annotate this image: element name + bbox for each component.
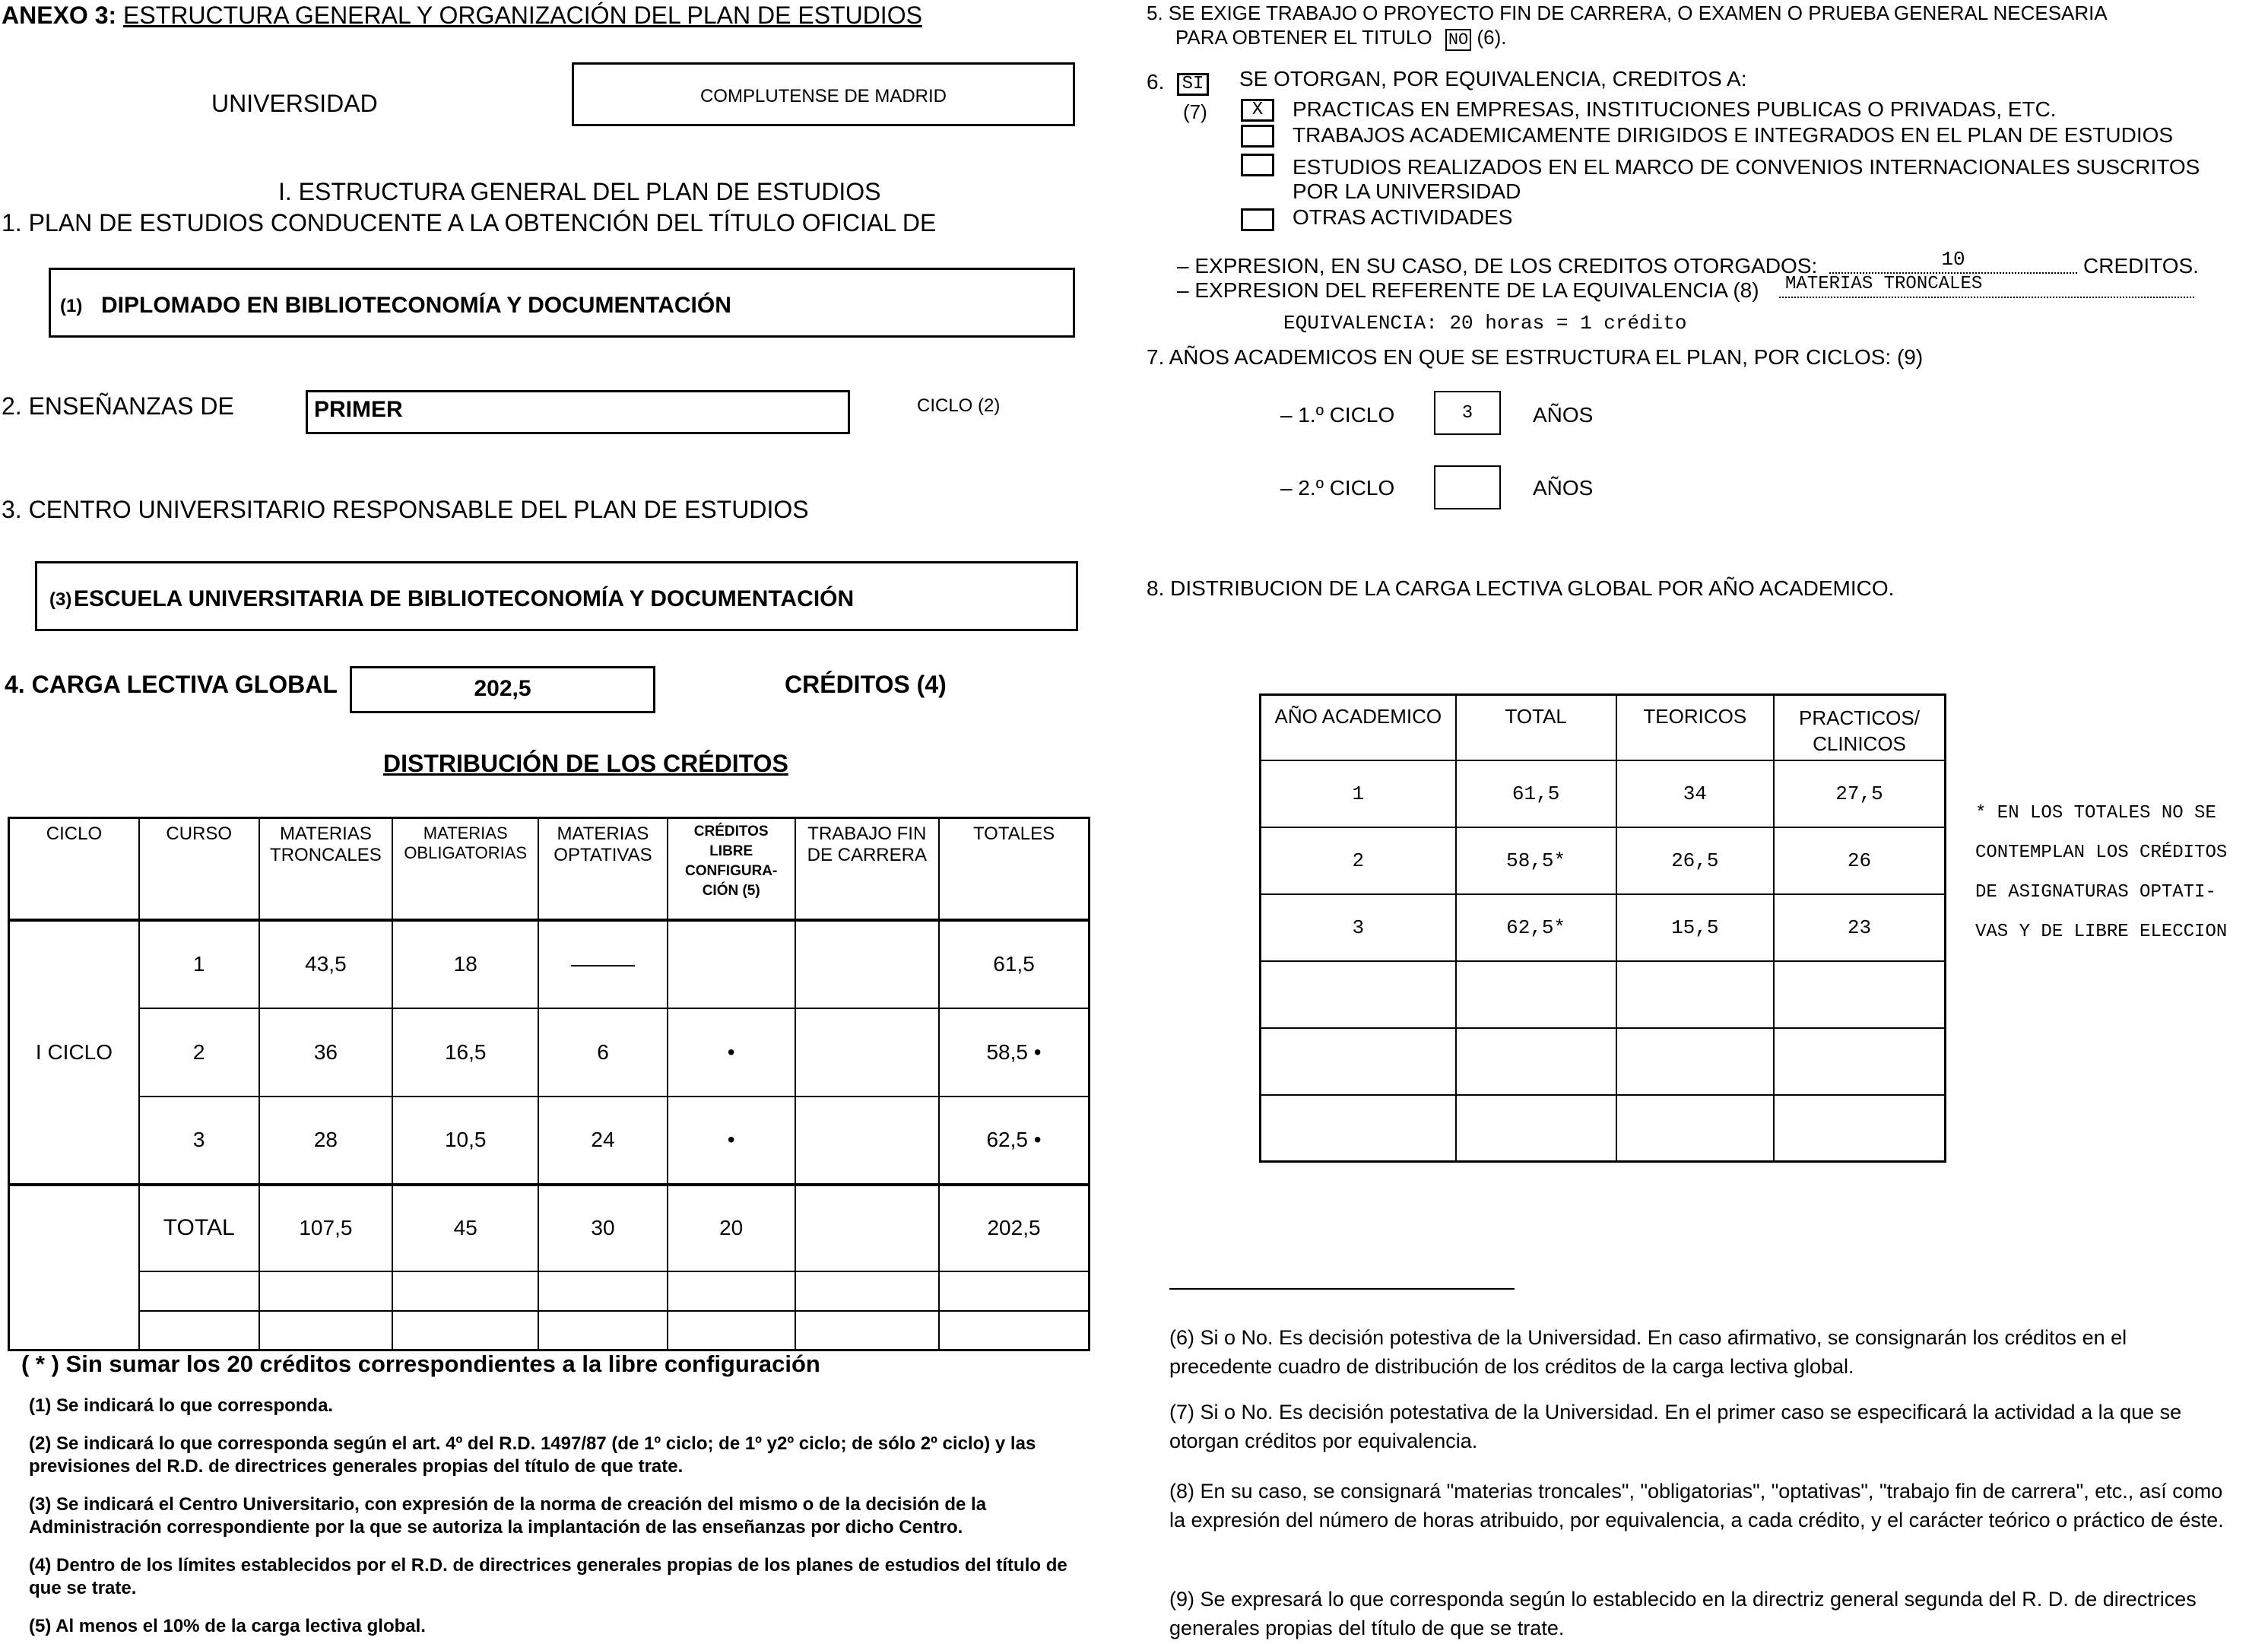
universidad-box xyxy=(572,62,1075,126)
libre-cell: • xyxy=(668,1097,795,1185)
total-row xyxy=(9,1185,1090,1271)
item2-value: PRIMER xyxy=(314,397,403,422)
universidad-value: COMPLUTENSE DE MADRID xyxy=(699,86,947,106)
header-libre: CRÉDITOS LIBRE CONFIGURA- CIÓN (5) xyxy=(668,818,795,920)
ano-cell: 3 xyxy=(1261,894,1456,961)
left-note-2: (2) Se indicará lo que corresponda según el art. 4º del R.D. 1497/87 (de 1º ciclo; de 1º y2º ciclo; de sólo 2º ciclo) y las previsiones del R.D. de directrices generales propias del título de que trate. xyxy=(29,1433,1036,1477)
table-row xyxy=(9,920,1090,1008)
ciclo1-box xyxy=(1434,391,1501,435)
totales-cell: 58,5 • xyxy=(939,1008,1089,1097)
item7-title: 7. AÑOS ACADEMICOS EN QUE SE ESTRUCTURA EL PLAN, POR CICLOS: (9) xyxy=(1147,345,1924,369)
ciclo2-box xyxy=(1434,465,1501,509)
section-i-title: I. ESTRUCTURA GENERAL DEL PLAN DE ESTUDIOS xyxy=(278,178,881,205)
obligatorias-cell: 16,5 xyxy=(392,1008,538,1097)
practicos-cell: 27,5 xyxy=(1774,760,1946,827)
ciclo-empty-cell xyxy=(9,1185,139,1350)
ciclo1-label: – 1.º CICLO xyxy=(1280,403,1395,427)
item6-answer: SI xyxy=(1177,73,1209,96)
header-curso: CURSO xyxy=(139,818,259,920)
trabajo-cell xyxy=(795,920,940,1008)
side-note-4: VAS Y DE LIBRE ELECCION xyxy=(1975,922,2228,942)
header-totales: TOTALES xyxy=(939,818,1089,920)
item3-ref: (3) xyxy=(49,589,72,610)
item2-box xyxy=(306,390,850,434)
practicos-cell: 26 xyxy=(1774,827,1946,894)
ciclo-label: I CICLO xyxy=(9,920,139,1185)
annex-header xyxy=(2,2,922,30)
item4-suffix: CRÉDITOS (4) xyxy=(785,671,947,698)
header-troncales: MATERIAS TRONCALES xyxy=(259,818,393,920)
item2-label: 2. ENSEÑANZAS DE xyxy=(2,392,234,420)
header-ciclo: CICLO xyxy=(9,818,139,920)
total-label-cell: TOTAL xyxy=(139,1185,259,1271)
option-label-estudios-2: POR LA UNIVERSIDAD xyxy=(1293,179,1521,203)
table-row xyxy=(1261,760,1946,827)
optativas-cell: ——— xyxy=(538,920,668,1008)
expr1-suffix: CREDITOS. xyxy=(2083,254,2199,278)
total-totales-cell: 202,5 xyxy=(939,1185,1089,1271)
item1-ref: (1) xyxy=(60,296,83,316)
troncales-cell: 43,5 xyxy=(259,920,393,1008)
header-teoricos: TEORICOS xyxy=(1616,695,1774,760)
totales-cell: 61,5 xyxy=(939,920,1089,1008)
total-optativas-cell: 30 xyxy=(538,1185,668,1271)
option-label-otras: OTRAS ACTIVIDADES xyxy=(1293,205,1513,229)
empty-row xyxy=(1261,961,1946,1028)
item1-box xyxy=(49,268,1075,338)
header-practicos: PRACTICOS/ CLINICOS xyxy=(1774,695,1946,760)
ciclo2-anos: AÑOS xyxy=(1533,476,1594,500)
ano-cell: 1 xyxy=(1261,760,1456,827)
table-row xyxy=(9,1097,1090,1185)
item5-line2: PARA OBTENER EL TITULO xyxy=(1175,26,1432,49)
header-optativas: MATERIAS OPTATIVAS xyxy=(538,818,668,920)
expr1-value: 10 xyxy=(1941,248,1965,271)
header-ano: AÑO ACADEMICO xyxy=(1261,695,1456,760)
total-cell: 62,5* xyxy=(1456,894,1616,961)
total-trabajo-cell xyxy=(795,1185,940,1271)
header-total: TOTAL xyxy=(1456,695,1616,760)
footnote-divider xyxy=(1169,1288,1515,1290)
libre-cell: • xyxy=(668,1008,795,1097)
totales-cell: 62,5 • xyxy=(939,1097,1089,1185)
total-obligatorias-cell: 45 xyxy=(392,1185,538,1271)
expr2-value: MATERIAS TRONCALES xyxy=(1785,274,1983,294)
side-note-3: DE ASIGNATURAS OPTATI- xyxy=(1975,882,2216,903)
total-cell: 61,5 xyxy=(1456,760,1616,827)
dist-title: DISTRIBUCIÓN DE LOS CRÉDITOS xyxy=(383,750,788,777)
side-note-2: CONTEMPLAN LOS CRÉDITOS xyxy=(1975,843,2228,863)
troncales-cell: 36 xyxy=(259,1008,393,1097)
credits-table xyxy=(8,817,1090,1351)
empty-row xyxy=(9,1271,1090,1311)
optativas-cell: 24 xyxy=(538,1097,668,1185)
item6-num: 6. xyxy=(1147,70,1165,94)
teoricos-cell: 26,5 xyxy=(1616,827,1774,894)
item2-suffix: CICLO (2) xyxy=(917,395,1001,416)
item3-label: 3. CENTRO UNIVERSITARIO RESPONSABLE DEL PLAN DE ESTUDIOS xyxy=(2,496,809,523)
item5-line1: 5. SE EXIGE TRABAJO O PROYECTO FIN DE CARRERA, O EXAMEN O PRUEBA GENERAL NECESARIA xyxy=(1147,2,2108,24)
expr1-line xyxy=(1829,248,2077,274)
curso-cell: 2 xyxy=(139,1008,259,1097)
left-note-4: (4) Dentro de los límites establecidos por el R.D. de directrices generales propias de los planes de estudios del título de que se trate. xyxy=(29,1555,1067,1598)
option-checkbox-estudios[interactable] xyxy=(1241,154,1274,176)
trabajo-cell xyxy=(795,1097,940,1185)
total-troncales-cell: 107,5 xyxy=(259,1185,393,1271)
right-note-8: (8) En su caso, se consignará "materias troncales", "obligatorias", "optativas", "trabajo fin de carrera", etc., así como la expresión del número de horas atribuido, por equivalencia, a cada crédito, y el carácter teórico o práctico de éste. xyxy=(1169,1480,2224,1531)
annex-title: ESTRUCTURA GENERAL Y ORGANIZACIÓN DEL PLAN DE ESTUDIOS xyxy=(123,2,922,29)
option-label-estudios: ESTUDIOS REALIZADOS EN EL MARCO DE CONVENIOS INTERNACIONALES SUSCRITOS xyxy=(1293,155,2200,179)
empty-row xyxy=(9,1311,1090,1350)
teoricos-cell: 34 xyxy=(1616,760,1774,827)
item8-title: 8. DISTRIBUCION DE LA CARGA LECTIVA GLOBAL POR AÑO ACADEMICO. xyxy=(1147,576,1895,600)
expr2-line xyxy=(1779,274,2194,298)
obligatorias-cell: 10,5 xyxy=(392,1097,538,1185)
table-row xyxy=(9,1008,1090,1097)
total-cell: 58,5* xyxy=(1456,827,1616,894)
side-note-1: * EN LOS TOTALES NO SE xyxy=(1975,803,2216,824)
item5-ref: (6). xyxy=(1477,26,1507,49)
expr1-label: – EXPRESION, EN SU CASO, DE LOS CREDITOS OTORGADOS: xyxy=(1177,254,1818,278)
left-note-5: (5) Al menos el 10% de la carga lectiva global. xyxy=(29,1616,426,1636)
empty-row xyxy=(1261,1095,1946,1162)
option-checkbox-otras[interactable] xyxy=(1241,208,1274,231)
item3-box xyxy=(35,561,1078,631)
left-note-3: (3) Se indicará el Centro Universitario, con expresión de la norma de creación del mismo o de la decisión de la Administración correspondiente por la que se autoriza la implantación de las enseñanzas por dicho Centro. xyxy=(29,1494,987,1538)
teoricos-cell: 15,5 xyxy=(1616,894,1774,961)
libre-cell xyxy=(668,920,795,1008)
curso-cell: 1 xyxy=(139,920,259,1008)
item1-label: 1. PLAN DE ESTUDIOS CONDUCENTE A LA OBTENCIÓN DEL TÍTULO OFICIAL DE xyxy=(2,209,937,236)
item6-ref: (7) xyxy=(1183,100,1207,123)
ciclo2-label: – 2.º CICLO xyxy=(1280,476,1395,500)
item5-line2-wrap xyxy=(1175,26,1506,51)
annex-label: ANEXO 3: xyxy=(2,2,117,29)
asterisk-note: ( * ) Sin sumar los 20 créditos correspondientes a la libre configuración xyxy=(21,1350,820,1377)
obligatorias-cell: 18 xyxy=(392,920,538,1008)
ciclo1-anos: AÑOS xyxy=(1533,403,1594,427)
option-label-practicas: PRACTICAS EN EMPRESAS, INSTITUCIONES PUBLICAS O PRIVADAS, ETC. xyxy=(1293,97,2057,121)
item5-answer: NO xyxy=(1445,29,1471,51)
item4-value: 202,5 xyxy=(474,676,531,701)
item3-value: ESCUELA UNIVERSITARIA DE BIBLIOTECONOMÍA Y DOCUMENTACIÓN xyxy=(74,586,855,611)
table-row xyxy=(1261,894,1946,961)
option-label-trabajos: TRABAJOS ACADEMICAMENTE DIRIGIDOS E INTEGRADOS EN EL PLAN DE ESTUDIOS xyxy=(1293,123,2174,147)
equivalencia-text: EQUIVALENCIA: 20 horas = 1 crédito xyxy=(1283,312,1687,335)
ano-cell: 2 xyxy=(1261,827,1456,894)
item1-value: DIPLOMADO EN BIBLIOTECONOMÍA Y DOCUMENTACIÓN xyxy=(101,293,731,318)
item4-label: 4. CARGA LECTIVA GLOBAL xyxy=(5,671,338,698)
expr2-label: – EXPRESION DEL REFERENTE DE LA EQUIVALENCIA (8) xyxy=(1177,278,1759,302)
curso-cell: 3 xyxy=(139,1097,259,1185)
left-note-1: (1) Se indicará lo que corresponda. xyxy=(29,1395,334,1416)
troncales-cell: 28 xyxy=(259,1097,393,1185)
trabajo-cell xyxy=(795,1008,940,1097)
header-trabajo: TRABAJO FIN DE CARRERA xyxy=(795,818,940,920)
item6-title: SE OTORGAN, POR EQUIVALENCIA, CREDITOS A: xyxy=(1239,67,1747,90)
ciclo1-value: 3 xyxy=(1461,403,1473,424)
option-checkbox-trabajos[interactable] xyxy=(1241,125,1274,148)
universidad-label: UNIVERSIDAD xyxy=(211,90,378,117)
total-libre-cell: 20 xyxy=(668,1185,795,1271)
practicos-cell: 23 xyxy=(1774,894,1946,961)
table-row xyxy=(1261,827,1946,894)
right-note-7: (7) Si o No. Es decisión potestativa de la Universidad. En el primer caso se especificará la actividad a la que se otorgan créditos por equivalencia. xyxy=(1169,1401,2182,1452)
header-obligatorias: MATERIAS OBLIGATORIAS xyxy=(392,818,538,920)
right-note-6: (6) Si o No. Es decisión potestiva de la Universidad. En caso afirmativo, se consignarán los créditos en el precedente cuadro de distribución de los créditos de la carga lectiva global. xyxy=(1169,1326,2127,1378)
year-table xyxy=(1259,693,1946,1163)
optativas-cell: 6 xyxy=(538,1008,668,1097)
empty-row xyxy=(1261,1028,1946,1095)
option-checkbox-practicas[interactable]: X xyxy=(1241,99,1274,122)
right-note-9: (9) Se expresará lo que corresponda según lo establecido en la directriz general segunda del R. D. de directrices generales propias del título de que se trate. xyxy=(1169,1588,2197,1639)
item4-box xyxy=(350,666,655,713)
